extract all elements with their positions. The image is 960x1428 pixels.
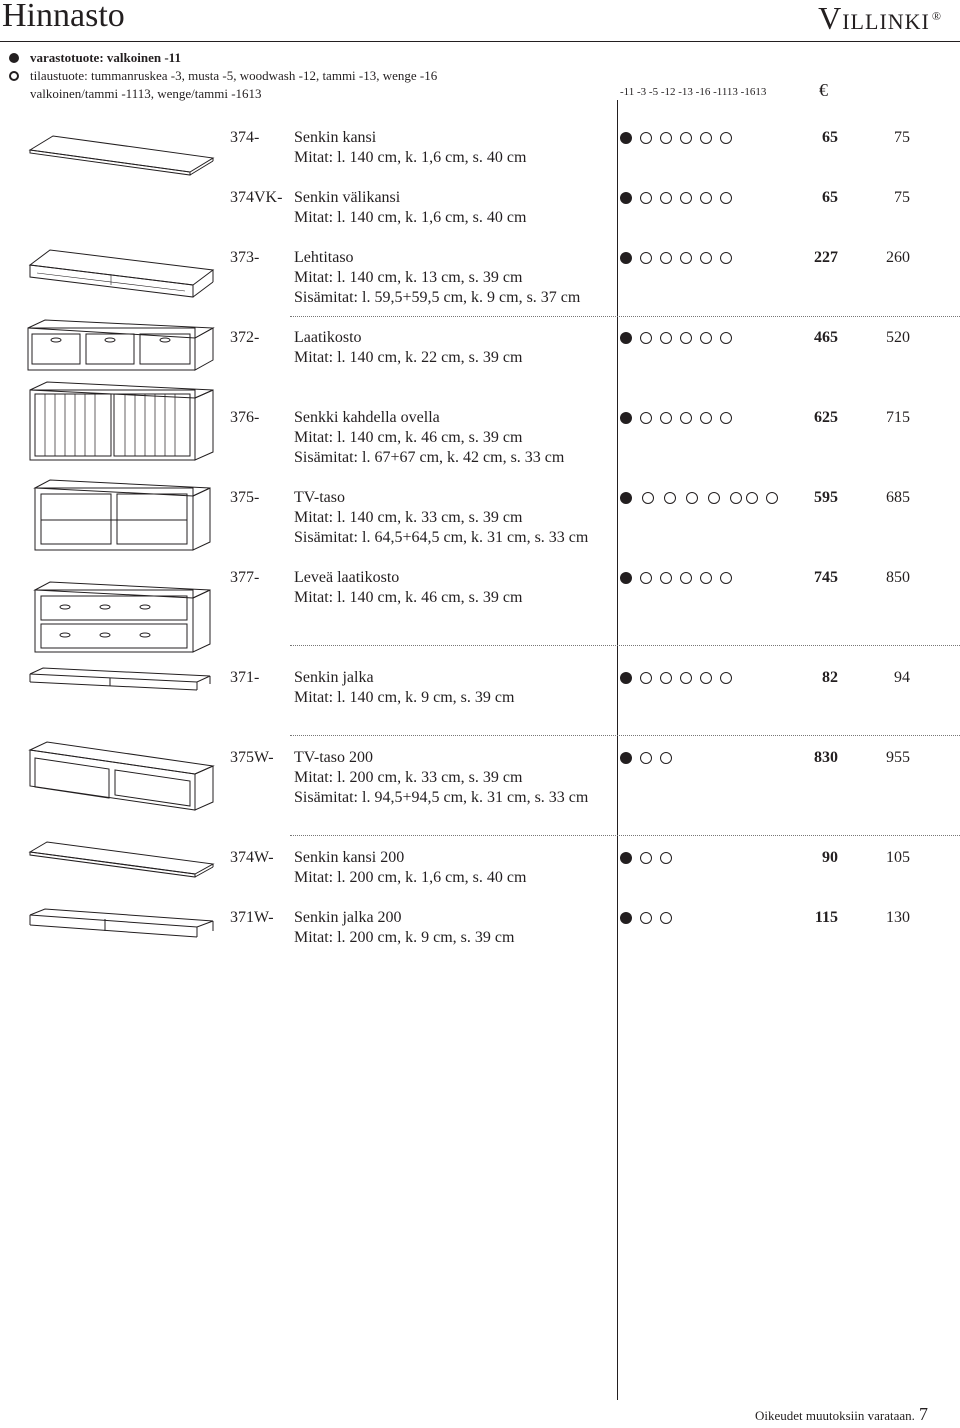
product-row [0, 328, 960, 398]
product-code: 371W- [230, 909, 274, 926]
filled-circle-icon [620, 412, 632, 424]
product-name: Senkin jalka [294, 669, 374, 686]
product-name: Senkin kansi 200 [294, 849, 405, 866]
open-circle-icon [720, 412, 732, 424]
open-circle-icon [686, 492, 698, 504]
open-circle-icon [720, 572, 732, 584]
page-number: 7 [918, 1404, 928, 1424]
price-order: 75 [894, 129, 910, 146]
price-stock: 82 [822, 669, 838, 686]
price-stock: 227 [814, 249, 838, 266]
price-order: 94 [894, 669, 910, 686]
price-order: 955 [886, 749, 910, 766]
product-code: 373- [230, 249, 260, 266]
product-code: 374W- [230, 849, 274, 866]
page-title: Hinnasto [2, 0, 125, 34]
price-stock: 115 [814, 909, 838, 926]
product-dimensions: Mitat: l. 140 cm, k. 33 cm, s. 39 cm [294, 509, 523, 526]
product-name: Laatikosto [294, 329, 362, 346]
product-inner-dimensions: Sisämitat: l. 64,5+64,5 cm, k. 31 cm, s. 33 cm [294, 529, 589, 546]
product-code: 376- [230, 409, 260, 426]
price-order: 105 [886, 849, 910, 866]
price-order: 850 [886, 569, 910, 586]
row-separator [290, 645, 960, 646]
open-circle-icon [680, 132, 692, 144]
product-name: Senkin kansi [294, 129, 377, 146]
open-circle-icon [664, 492, 676, 504]
open-circle-icon [708, 492, 720, 504]
price-stock: 65 [822, 189, 838, 206]
price-stock: 465 [814, 329, 838, 346]
product-name: Senkki kahdella ovella [294, 409, 440, 426]
registered-mark: ® [931, 9, 942, 23]
legend-order-text-2: valkoinen/tammi -1113, wenge/tammi -1613 [30, 86, 262, 101]
color-code-header: -11 -3 -5 -12 -13 -16 -1113 -1613 [620, 86, 767, 98]
product-code: 375W- [230, 749, 274, 766]
product-row [0, 668, 960, 738]
product-dimensions: Mitat: l. 140 cm, k. 46 cm, s. 39 cm [294, 589, 523, 606]
product-dimensions: Mitat: l. 140 cm, k. 13 cm, s. 39 cm [294, 269, 523, 286]
open-circle-icon [660, 852, 672, 864]
price-stock: 595 [814, 489, 838, 506]
open-circle-icon [640, 192, 652, 204]
open-circle-icon [640, 252, 652, 264]
product-inner-dimensions: Sisämitat: l. 94,5+94,5 cm, k. 31 cm, s. 33 cm [294, 789, 589, 806]
open-circle-icon [9, 71, 19, 81]
open-circle-icon [660, 192, 672, 204]
product-code: 371- [230, 669, 260, 686]
product-row [0, 908, 960, 978]
product-row [0, 248, 960, 318]
open-circle-icon [660, 572, 672, 584]
row-separator [290, 835, 960, 836]
open-circle-icon [640, 752, 652, 764]
currency-symbol: € [819, 80, 828, 100]
filled-circle-icon [9, 53, 19, 63]
product-code: 377- [230, 569, 260, 586]
product-code: 375- [230, 489, 260, 506]
product-dimensions: Mitat: l. 140 cm, k. 1,6 cm, s. 40 cm [294, 209, 527, 226]
product-inner-dimensions: Sisämitat: l. 59,5+59,5 cm, k. 9 cm, s. 37 cm [294, 289, 581, 306]
open-circle-icon [720, 192, 732, 204]
product-dimensions: Mitat: l. 200 cm, k. 33 cm, s. 39 cm [294, 769, 523, 786]
open-circle-icon [642, 492, 654, 504]
product-dimensions: Mitat: l. 200 cm, k. 9 cm, s. 39 cm [294, 929, 515, 946]
open-circle-icon [640, 332, 652, 344]
product-code: 374VK- [230, 189, 283, 206]
price-stock: 745 [814, 569, 838, 586]
open-circle-icon [660, 332, 672, 344]
open-circle-icon [700, 572, 712, 584]
open-circle-icon [640, 672, 652, 684]
filled-circle-icon [620, 572, 632, 584]
open-circle-icon [640, 852, 652, 864]
filled-circle-icon [620, 492, 632, 504]
open-circle-icon [640, 412, 652, 424]
filled-circle-icon [620, 852, 632, 864]
price-stock: 625 [814, 409, 838, 426]
open-circle-icon [660, 252, 672, 264]
open-circle-icon [700, 132, 712, 144]
open-circle-icon [660, 752, 672, 764]
price-order: 260 [886, 249, 910, 266]
open-circle-icon [680, 412, 692, 424]
open-circle-icon [700, 412, 712, 424]
filled-circle-icon [620, 912, 632, 924]
open-circle-icon [680, 672, 692, 684]
open-circle-icon [720, 132, 732, 144]
price-order: 715 [886, 409, 910, 426]
open-circle-icon [766, 492, 778, 504]
open-circle-icon [680, 572, 692, 584]
product-dimensions: Mitat: l. 200 cm, k. 1,6 cm, s. 40 cm [294, 869, 527, 886]
open-circle-icon [640, 912, 652, 924]
price-order: 685 [886, 489, 910, 506]
open-circle-icon [640, 132, 652, 144]
product-row [0, 568, 960, 638]
price-order: 75 [894, 189, 910, 206]
product-name: Senkin välikansi [294, 189, 401, 206]
open-circle-icon [700, 672, 712, 684]
open-circle-icon [660, 912, 672, 924]
filled-circle-icon [620, 332, 632, 344]
open-circle-icon [660, 412, 672, 424]
price-order: 520 [886, 329, 910, 346]
open-circle-icon [700, 192, 712, 204]
filled-circle-icon [620, 252, 632, 264]
open-circle-icon [680, 192, 692, 204]
price-order: 130 [886, 909, 910, 926]
product-row [0, 488, 960, 558]
open-circle-icon [720, 252, 732, 264]
filled-circle-icon [620, 132, 632, 144]
open-circle-icon [730, 492, 742, 504]
filled-circle-icon [620, 752, 632, 764]
price-stock: 65 [822, 129, 838, 146]
filled-circle-icon [620, 192, 632, 204]
brand-name: Villinki [818, 0, 930, 36]
product-dimensions: Mitat: l. 140 cm, k. 1,6 cm, s. 40 cm [294, 149, 527, 166]
product-dimensions: Mitat: l. 140 cm, k. 46 cm, s. 39 cm [294, 429, 523, 446]
product-name: Leveä laatikosto [294, 569, 400, 586]
product-dimensions: Mitat: l. 140 cm, k. 9 cm, s. 39 cm [294, 689, 515, 706]
open-circle-icon [700, 332, 712, 344]
open-circle-icon [746, 492, 758, 504]
price-stock: 90 [822, 849, 838, 866]
open-circle-icon [720, 332, 732, 344]
product-dimensions: Mitat: l. 140 cm, k. 22 cm, s. 39 cm [294, 349, 523, 366]
open-circle-icon [700, 252, 712, 264]
product-name: TV-taso 200 [294, 749, 373, 766]
product-row [0, 748, 960, 818]
open-circle-icon [680, 332, 692, 344]
open-circle-icon [660, 672, 672, 684]
open-circle-icon [640, 572, 652, 584]
open-circle-icon [720, 672, 732, 684]
product-name: TV-taso [294, 489, 345, 506]
open-circle-icon [680, 252, 692, 264]
product-name: Senkin jalka 200 [294, 909, 402, 926]
product-code: 372- [230, 329, 260, 346]
footer [755, 1405, 928, 1425]
legend-stock-text: varastotuote: valkoinen -11 [30, 50, 181, 65]
price-stock: 830 [814, 749, 838, 766]
product-name: Lehtitaso [294, 249, 354, 266]
footer-note: Oikeudet muutoksiin varataan. [755, 1408, 915, 1423]
brand-logo [818, 0, 942, 36]
filled-circle-icon [620, 672, 632, 684]
product-row [0, 408, 960, 478]
header-divider [0, 41, 960, 42]
product-code: 374- [230, 129, 260, 146]
product-inner-dimensions: Sisämitat: l. 67+67 cm, k. 42 cm, s. 33 cm [294, 449, 565, 466]
open-circle-icon [660, 132, 672, 144]
legend-order-text: tilaustuote: tummanruskea -3, musta -5, woodwash -12, tammi -13, wenge -16 [30, 68, 438, 83]
